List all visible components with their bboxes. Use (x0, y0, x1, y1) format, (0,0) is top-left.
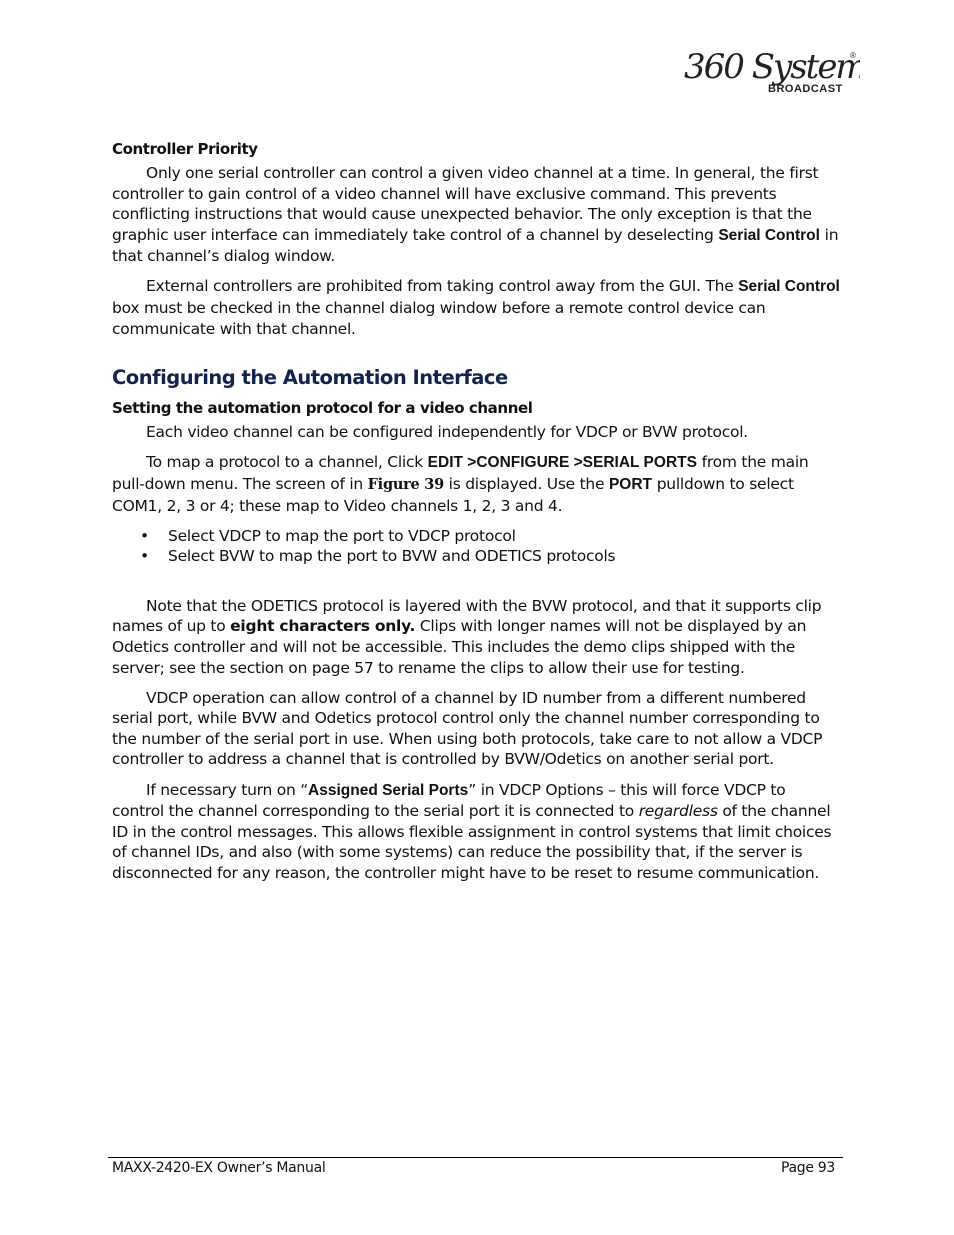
footer-divider (108, 1157, 843, 1158)
footer-manual-title: MAXX-2420-EX Owner’s Manual (112, 1160, 326, 1176)
logo-subtitle: BROADCAST (768, 83, 843, 95)
port-label: PORT (608, 475, 653, 493)
text-run: in that channel’s dialog window. (112, 225, 839, 266)
automation-interface-heading: Configuring the Automation Interface (112, 366, 508, 390)
controller-priority-heading: Controller Priority (112, 140, 258, 158)
bullet-icon: • (140, 526, 149, 545)
automation-protocol-subheading: Setting the automation protocol for a video channel (112, 399, 533, 418)
text-run: of the channel ID in the control messages. This allows flexible assignment in control systems that limit choices of channel IDs, and also (with some systems) can reduce the possibility that, if the server is disconnected for any reason, the controller might have to be reset to resume communication. (112, 802, 832, 882)
text-run: from the main pull-down menu. The screen of in (112, 453, 809, 493)
text-run: ” in VDCP Options – this will force VDCP to control the channel corresponding to the serial port it is connected to (112, 780, 786, 821)
text-run: If necessary turn on “ (146, 780, 309, 799)
logo-wordmark: 360 Syste (684, 47, 836, 87)
controller-priority-paragraph-1 (112, 163, 842, 267)
list-item-text: Select VDCP to map the port to VDCP protocol (168, 526, 516, 545)
footer-page-number: Page 93 (780, 1160, 835, 1176)
text-run: box must be checked in the channel dialog window before a remote control device can communicate with that channel. (112, 299, 766, 338)
automation-paragraph-1: Each video channel can be configured independently for VDCP or BVW protocol. (146, 423, 748, 442)
protocol-bullet-list (112, 526, 842, 567)
serial-control-label: Serial Control (718, 226, 820, 244)
text-run: Note that the ODETICS protocol is layered with the BVW protocol, and that it supports clip names of up to (112, 596, 822, 636)
bullet-icon: • (140, 547, 149, 566)
controller-priority-paragraph-2 (112, 276, 842, 339)
list-item (112, 546, 842, 567)
figure-reference: Figure 39 (367, 475, 444, 493)
brand-logo (682, 44, 860, 96)
serial-control-label: Serial Control (738, 278, 840, 296)
eight-characters-emphasis: eight characters only. (230, 617, 416, 636)
automation-paragraph-5 (112, 780, 842, 884)
text-run: pulldown to select COM1, 2, 3 or 4; these map to Video channels 1, 2, 3 and 4. (112, 474, 794, 515)
assigned-serial-ports-label: Assigned Serial Ports (308, 781, 469, 799)
page-content (112, 139, 842, 893)
menu-path-label: EDIT >CONFIGURE >SERIAL PORTS (427, 454, 697, 472)
brand-logo-graphic (682, 44, 860, 96)
text-run: is displayed. Use the (443, 474, 609, 493)
text-run: Only one serial controller can control a given video channel at a time. In general, the first controller to gain control of a video channel will have exclusive command. This prevents conflicting instructions that would cause unexpected behavior. The only exception is that the graphic user interface can immediately take control of a channel by deselecting (112, 164, 819, 244)
regardless-emphasis: regardless (638, 802, 718, 821)
text-run: External controllers are prohibited from taking control away from the GUI. The (146, 277, 739, 296)
text-run: To map a protocol to a channel, Click (146, 453, 428, 472)
list-item-text: Select BVW to map the port to BVW and ODETICS protocols (168, 547, 616, 566)
automation-paragraph-2 (112, 452, 842, 516)
automation-paragraph-4: VDCP operation can allow control of a channel by ID number from a different numbered serial port, while BVW and Odetics protocol control only the channel number corresponding to the number of the serial port in use. When using both protocols, take care to not allow a VDCP controller to address a channel that is controlled by BVW/Odetics on another serial port. (112, 688, 823, 769)
list-item (112, 526, 842, 547)
text-run: Clips with longer names will not be displayed by an Odetics controller and will not be accessible. This includes the demo clips shipped with the server; see the section on page 57 to rename the clips to allow their use for testing. (112, 617, 807, 677)
logo-registered-mark: ® (850, 51, 856, 60)
automation-paragraph-3 (112, 596, 842, 678)
